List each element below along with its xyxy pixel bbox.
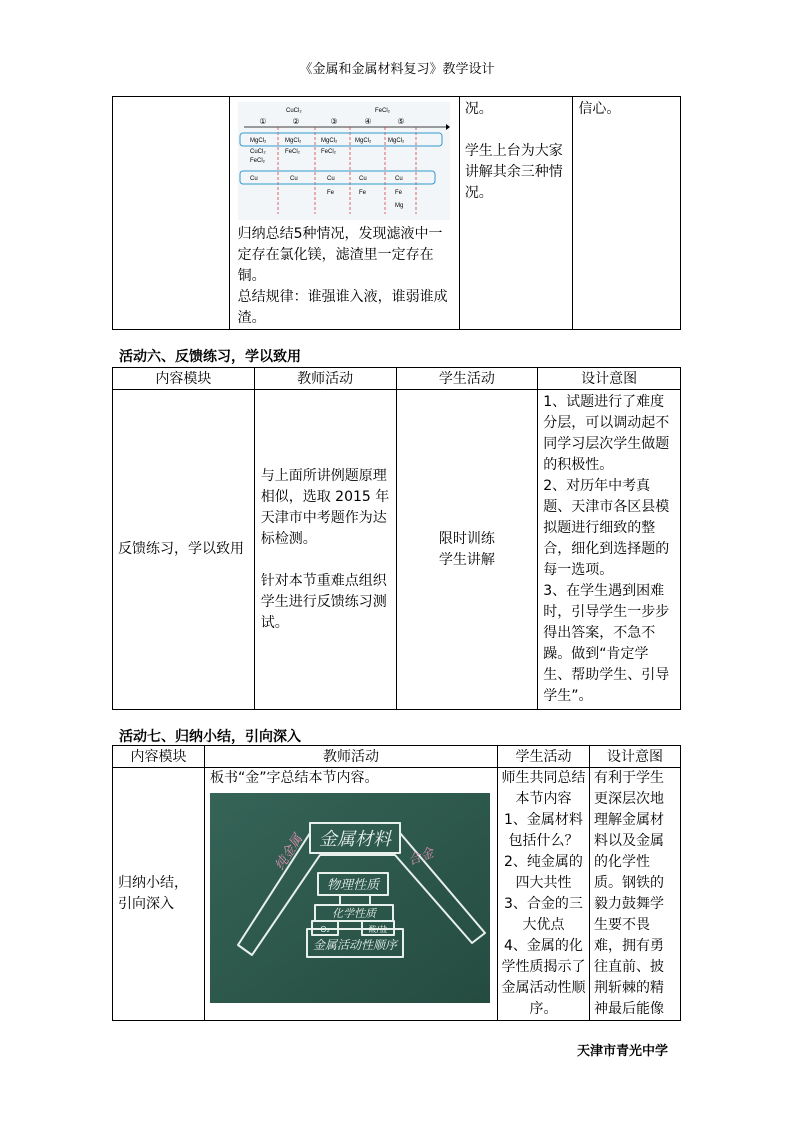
page-header: 《金属和金属材料复习》教学设计 [299, 62, 495, 77]
teacher-activity-cell [229, 97, 459, 330]
intent-cell [573, 97, 681, 330]
header-teacher: 教师活动 [254, 368, 396, 390]
metal-4-extra: Fe [358, 190, 366, 196]
solution-1-extra-a: CuCl₂ [249, 149, 266, 155]
metal-5: Cu [394, 176, 403, 182]
module-text: 反馈练习，学以致用 [118, 541, 244, 557]
teacher-text-2: 针对本节重难点组织学生进行反馈练习测试。 [260, 572, 387, 631]
board-base: 金属活动性顺序 [313, 938, 398, 952]
metal-3-extra: Fe [326, 190, 334, 196]
header-student: 学生活动 [497, 746, 589, 768]
header-module: 内容模块 [113, 746, 205, 768]
circle-2: ② [292, 117, 300, 126]
board-box-1: 物理性质 [327, 878, 380, 893]
solution-2: MgCl₂ [284, 138, 301, 144]
metal-4: Cu [358, 176, 367, 182]
board-box-small-left: O₂ [320, 925, 330, 934]
activity6-heading: 活动六、反馈练习，学以致用 [119, 349, 301, 365]
header-module: 内容模块 [113, 368, 255, 390]
intent-text: 有利于学生更深层次地理解金属材料以及金属的化学性质。钢铁的毅力鼓舞学生要不畏难，拥有勇往直前、披荆斩棘的精神最后能像 [593, 770, 664, 1017]
activity7-heading: 活动七、归纳小结，引向深入 [119, 729, 301, 745]
blackboard-photo [210, 793, 490, 1003]
rule-text: 总结规律：谁强谁入液，谁弱谁成渣。 [237, 289, 448, 326]
circle-4: ④ [364, 117, 372, 126]
teacher-cell [254, 390, 396, 710]
module-cell-empty [113, 97, 230, 330]
solution-4: MgCl₂ [354, 138, 371, 144]
metal-2: Cu [289, 176, 298, 182]
board-box-2: 化学性质 [332, 907, 377, 920]
board-box-small-right: 酸/盐 [368, 925, 388, 934]
footer-school: 天津市青光中学 [577, 1044, 669, 1059]
solution-3: MgCl₂ [320, 138, 337, 144]
student-cell [396, 390, 538, 710]
board-right-arm: 合金 [406, 845, 436, 869]
module-cell [113, 768, 205, 1021]
student-cell [497, 768, 589, 1021]
header-teacher: 教师活动 [205, 746, 498, 768]
solution-1-extra-b: FeCl₂ [249, 158, 265, 164]
circle-5: ⑤ [397, 117, 405, 126]
summary-text: 归纳总结5种情况，发现滤液中一定存在氯化镁，滤渣里一定存在铜。 [237, 226, 443, 284]
student-text-1: 况。 [464, 101, 493, 117]
header-intent: 设计意图 [538, 368, 681, 390]
solution-3-extra: FeCl₂ [320, 149, 336, 155]
student-text-2: 学生上台为大家讲解其余三种情况。 [464, 143, 563, 201]
activity7-table [112, 745, 681, 1021]
teacher-text-1: 与上面所讲例题原理相似，选取 2015 年天津市中考题作为达标检测。 [260, 467, 390, 547]
student-activity-cell [459, 97, 573, 330]
intent-text: 1、试题进行了难度分层，可以调动起不同学习层次学生做题的积极性。 2、对历年中考真题、天津市各区县模拟题进行细致的整合，细化到选择题的每一选项。 3、在学生遇到困难时，引导学生一步步得出答案，不急不躁。做到“肯定学生、帮助学生、引导学生”。 [543, 394, 670, 704]
metal-reaction-chart [238, 102, 450, 220]
label-fecl2: FeCl₂ [374, 108, 390, 114]
intent-cell [589, 768, 680, 1021]
solution-1: MgCl₂ [249, 138, 266, 144]
board-title: 金属材料 [319, 829, 392, 850]
module-text: 归纳小结， 引向深入 [118, 875, 188, 912]
teacher-text: 板书“金”字总结本节内容。 [210, 770, 379, 786]
metal-3: Cu [326, 176, 335, 182]
solution-5: MgCl₂ [387, 138, 404, 144]
top-table [112, 96, 681, 330]
label-cucl2: CuCl₂ [285, 108, 302, 114]
header-student: 学生活动 [396, 368, 538, 390]
student-text: 限时训练 学生讲解 [438, 530, 495, 568]
metal-1: Cu [249, 176, 258, 182]
solution-2-extra: FeCl₂ [284, 149, 300, 155]
teacher-cell [205, 768, 498, 1021]
intent-text: 信心。 [578, 101, 621, 117]
circle-3: ③ [330, 117, 338, 126]
metal-5-extra-a: Fe [394, 190, 402, 196]
module-cell [113, 390, 255, 710]
circle-1: ① [259, 117, 267, 126]
board-left-arm: 纯金属 [272, 832, 307, 874]
header-intent: 设计意图 [589, 746, 680, 768]
metal-5-extra-b: Mg [394, 203, 403, 209]
activity6-table [112, 367, 681, 710]
intent-cell [538, 390, 681, 710]
student-text: 师生共同总结本节内容 1、金属材料包括什么？ 2、纯金属的四大共性 3、合金的三大优点 4、金属的化学性质揭示了金属活动性顺序。 [501, 770, 586, 1017]
